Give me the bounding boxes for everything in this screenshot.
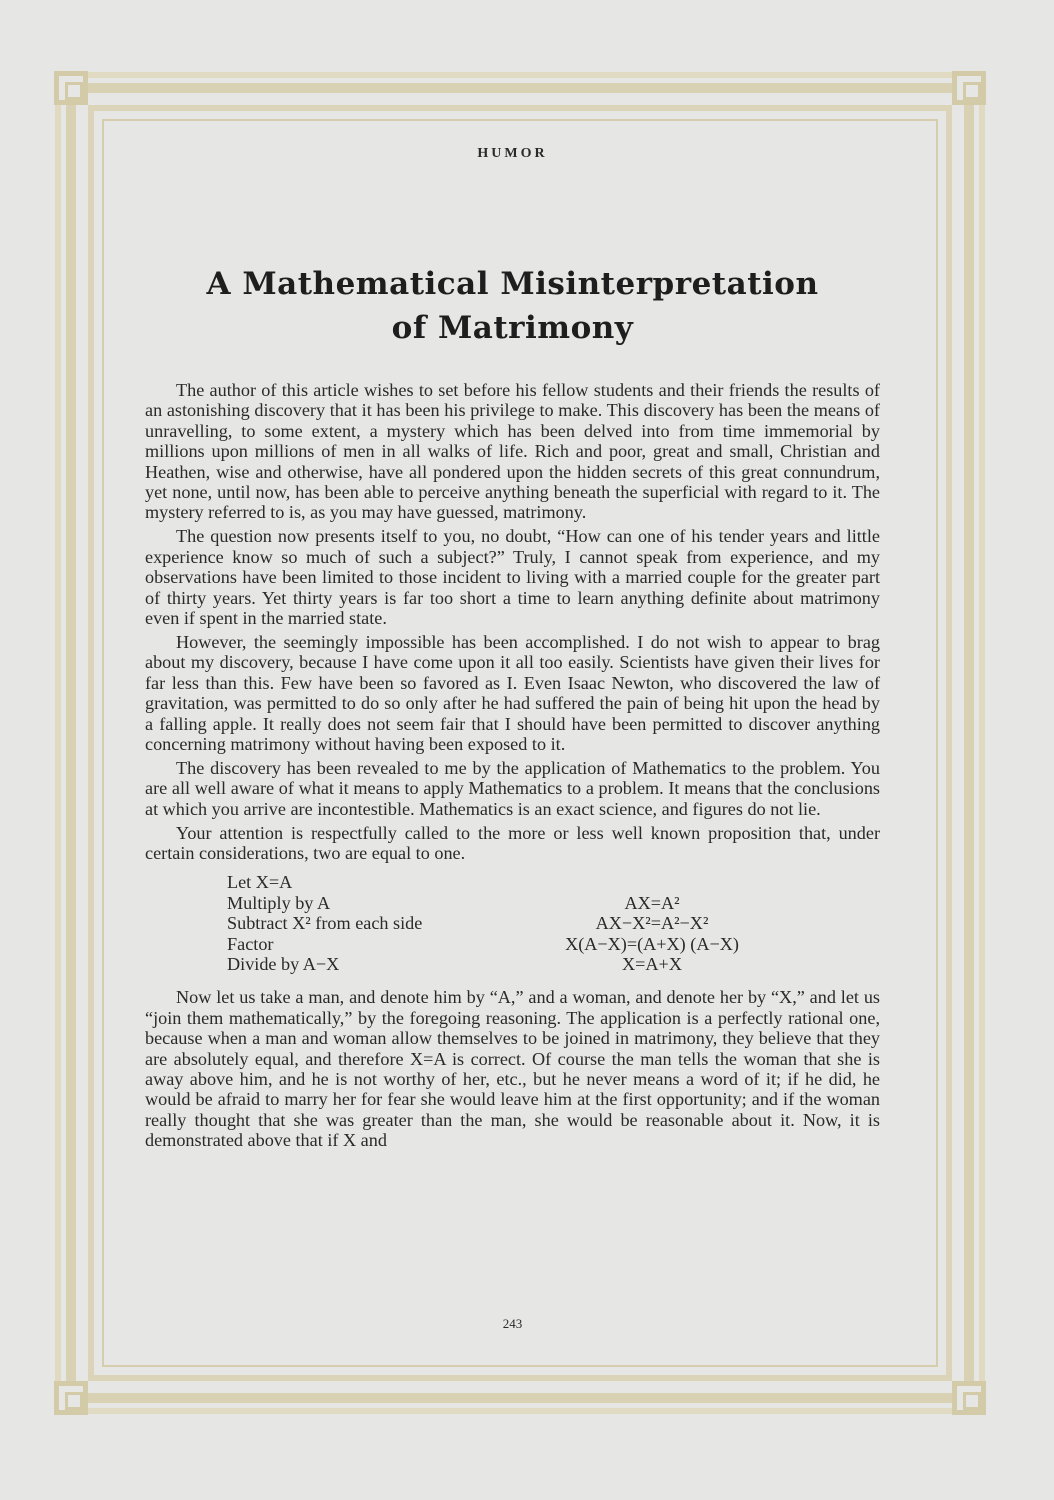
paragraph: However, the seemingly impossible has been accomplished. I do not wish to appear to brag about my discovery, because I have come upon it all too easily. Scientists have given their lives for far less than this. Few have been so favored as I. Even Isaac Newton, who discovered the law of gravitation, was permitted to do so only after he had suffered the pain of being hit upon the head by a falling apple. It really does not seem fair that I should have been permitted to discover anything concerning matrimony without having been exposed to it. [145, 631, 880, 754]
article-body [145, 380, 880, 1154]
math-step-label: Factor [227, 933, 274, 954]
border-corner-ornament [952, 1381, 986, 1415]
math-step-label: Divide by A−X [227, 953, 340, 974]
border-corner-ornament [54, 1381, 88, 1415]
section-heading: HUMOR [477, 146, 548, 161]
math-step-result: X=A+X [622, 953, 682, 974]
math-step-label: Let X=A [227, 872, 293, 893]
paragraph: The author of this article wishes to set before his fellow students and their friends the results of an astonishing discovery that it has been his privilege to make. This discovery has been the means of unravelling, to some extent, a mystery which has been delved into from time immemorial by millions upon millions of men in all walks of life. Rich and poor, great and small, Christian and Heathen, wise and otherwise, have all pondered upon the hidden secrets of this great connundrum, yet none, until now, has been able to perceive anything beneath the superficial with regard to it. The mystery referred to is, as you may have guessed, matrimony. [145, 380, 880, 523]
math-step-label: Subtract X² from each side [227, 913, 423, 934]
math-derivation [227, 872, 797, 974]
paragraph: The discovery has been revealed to me by the application of Mathematics to the problem. You are all well aware of what it means to apply Mathematics to a problem. It means that the conclusions at which you arrive are incontestible. Mathematics is an exact science, and figures do not lie. [145, 757, 880, 819]
math-step-result: AX=A² [624, 892, 680, 913]
article-title-line-2: of Matrimony [391, 310, 634, 346]
paragraph: Now let us take a man, and denote him by “A,” and a woman, and denote her by “X,” and let us “join them mathematically,” by the foregoing reasoning. The application is a perfectly rational one, because when a man and woman allow themselves to be joined in matrimony, they believe that they are absolutely equal, and therefore X=A is correct. Of course the man tells the woman that she is away above him, and he is not worthy of her, etc., but he never means a word of it; if he did, he would be afraid to marry her for fear she would leave him at the first opportunity; and if the woman really thought that she was greater than the man, she would be reasonable about it. Now, it is demonstrated above that if X and [145, 987, 880, 1151]
article-title [145, 262, 880, 350]
page-number: 243 [502, 1316, 523, 1331]
paragraph: Your attention is respectfully called to the more or less well known proposition that, under certain considerations, two are equal to one. [145, 822, 880, 863]
border-corner-ornament [952, 71, 986, 105]
math-step-label: Multiply by A [227, 892, 331, 913]
border-corner-ornament [54, 71, 88, 105]
article-title-line-1: A Mathematical Misinterpretation [206, 266, 819, 302]
paragraph: The question now presents itself to you, no doubt, “How can one of his tender years and little experience know so much of such a subject?” Truly, I cannot speak from experience, and my observations have been limited to those incident to living with a married couple for the greater part of thirty years. Yet thirty years is far too short a time to learn anything definite about matrimony even if spent in the married state. [145, 526, 880, 628]
math-step-result: AX−X²=A²−X² [595, 913, 709, 934]
math-step-result: X(A−X)=(A+X) (A−X) [565, 933, 739, 954]
math-step-result [507, 872, 797, 892]
